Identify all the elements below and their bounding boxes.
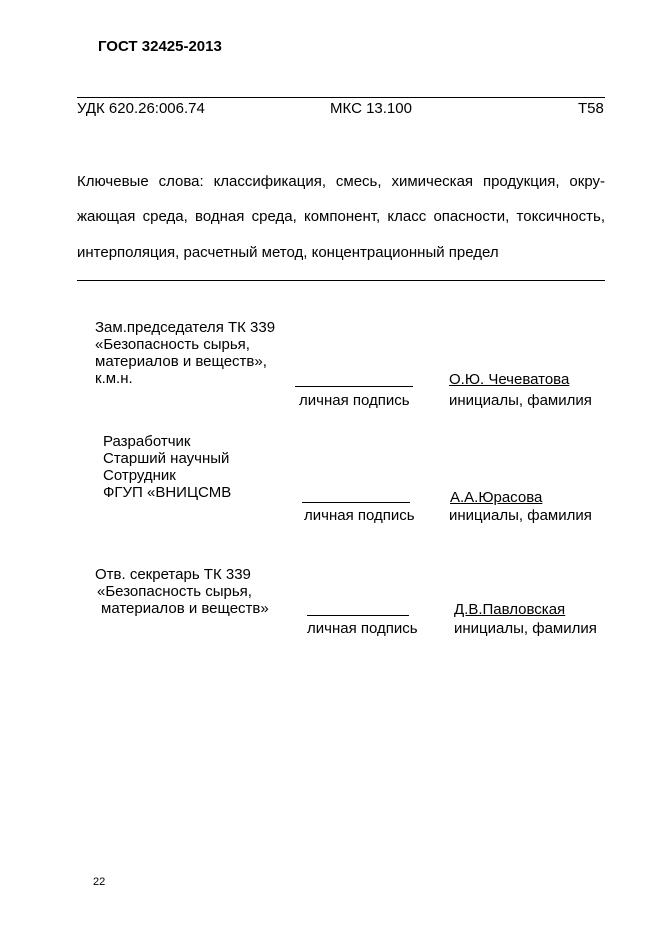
udk-code: УДК 620.26:006.74 (77, 100, 205, 117)
name-caption: инициалы, фамилия (454, 620, 597, 637)
document-title: ГОСТ 32425-2013 (98, 38, 222, 55)
signatory-role (95, 319, 275, 387)
signature-caption: личная подпись (307, 620, 418, 637)
classification-code: Т58 (578, 100, 604, 117)
role-line: Сотрудник (103, 467, 176, 484)
keywords-line-2: жающая среда, водная среда, компонент, класс опасности, токсичность, (77, 208, 605, 225)
signature-caption: личная подпись (299, 392, 410, 409)
signatory-name: О.Ю. Чечеватова (449, 371, 570, 388)
role-line: Разработчик (103, 433, 191, 450)
keywords-divider (77, 280, 605, 281)
role-line: Зам.председателя ТК 339 (95, 319, 276, 336)
role-line: материалов и веществ», (95, 353, 267, 370)
signatory-role (95, 566, 269, 617)
role-line: ФГУП «ВНИЦСМВ (103, 484, 232, 501)
signature-line (302, 502, 410, 503)
name-caption: инициалы, фамилия (449, 507, 592, 524)
signatory-name: А.А.Юрасова (450, 489, 543, 506)
name-caption: инициалы, фамилия (449, 392, 592, 409)
page-number: 22 (93, 876, 106, 888)
role-line: Старший научный (103, 450, 230, 467)
role-line: «Безопасность сырья, (97, 583, 252, 600)
signature-line (295, 386, 413, 387)
signature-line (307, 615, 409, 616)
keywords-line-1: Ключевые слова: классификация, смесь, химическая продукция, окру- (77, 173, 605, 190)
top-divider (77, 97, 605, 98)
mks-code: МКС 13.100 (330, 100, 412, 117)
signatory-name: Д.В.Павловская (454, 601, 566, 618)
role-line: «Безопасность сырья, (95, 336, 250, 353)
role-line: Отв. секретарь ТК 339 (95, 566, 251, 583)
signature-caption: личная подпись (304, 507, 415, 524)
role-line: материалов и веществ» (101, 600, 269, 617)
role-line: к.м.н. (95, 370, 133, 387)
keywords-line-3: интерполяция, расчетный метод, концентрационный предел (77, 244, 499, 261)
signatory-role (103, 433, 231, 501)
